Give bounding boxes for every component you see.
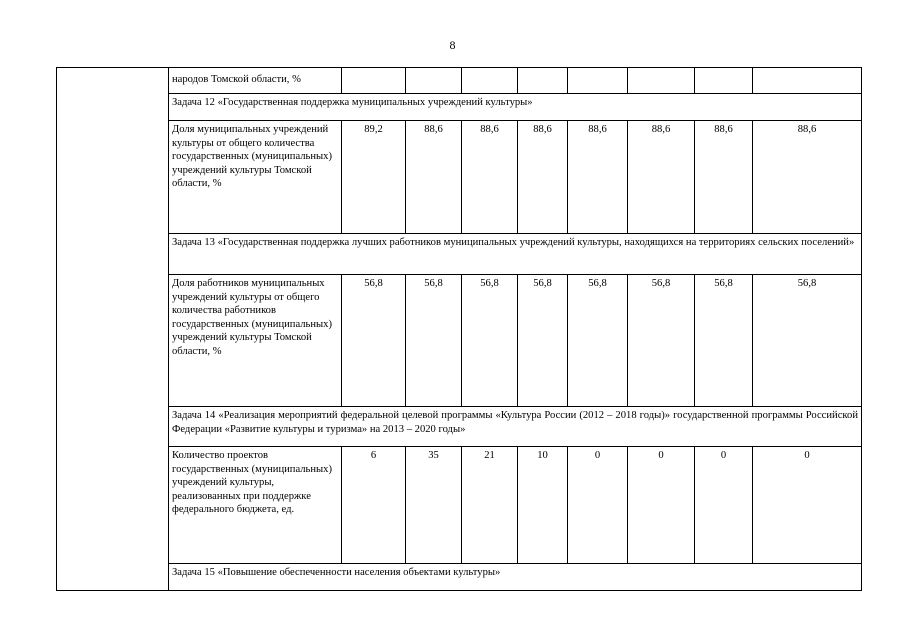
value-cell: 0	[568, 447, 628, 564]
value-cell: 88,6	[753, 121, 862, 234]
value-cell	[462, 68, 518, 94]
value-cell: 21	[462, 447, 518, 564]
value-cell	[753, 68, 862, 94]
value-cell	[406, 68, 462, 94]
task-row	[57, 94, 862, 121]
indicator-label: народов Томской области, %	[169, 68, 342, 94]
task-text: Задача 12 «Государственная поддержка муниципальных учреждений культуры»	[169, 94, 862, 121]
value-cell: 0	[753, 447, 862, 564]
indicator-label: Доля муниципальных учреждений культуры от общего количества государственных (муниципальных) учреждений культуры Томской области, %	[169, 121, 342, 234]
value-cell: 89,2	[342, 121, 406, 234]
value-cell: 88,6	[568, 121, 628, 234]
value-cell	[568, 68, 628, 94]
value-cell: 56,8	[406, 275, 462, 407]
left-blank-column	[57, 68, 169, 591]
value-cell	[342, 68, 406, 94]
value-cell: 88,6	[406, 121, 462, 234]
value-cell: 56,8	[518, 275, 568, 407]
value-cell: 35	[406, 447, 462, 564]
task-row	[57, 564, 862, 591]
table-row	[57, 275, 862, 407]
value-cell: 88,6	[462, 121, 518, 234]
value-cell: 56,8	[342, 275, 406, 407]
task-text: Задача 15 «Повышение обеспеченности населения объектами культуры»	[169, 564, 862, 591]
table-row	[57, 68, 862, 94]
value-cell: 56,8	[568, 275, 628, 407]
value-cell: 88,6	[518, 121, 568, 234]
task-row	[57, 234, 862, 275]
value-cell: 10	[518, 447, 568, 564]
task-text: Задача 13 «Государственная поддержка лучших работников муниципальных учреждений культуры, находящихся на территориях сельских поселений»	[169, 234, 862, 275]
table-row	[57, 447, 862, 564]
page-number: 8	[449, 38, 456, 52]
value-cell: 88,6	[695, 121, 753, 234]
indicator-label: Доля работников муниципальных учреждений культуры от общего количества работников государственных (муниципальных) учреждений культуры Томской области, %	[169, 275, 342, 407]
value-cell: 88,6	[628, 121, 695, 234]
value-cell: 56,8	[695, 275, 753, 407]
value-cell: 56,8	[462, 275, 518, 407]
task-text: Задача 14 «Реализация мероприятий федеральной целевой программы «Культура России (2012 – 2018 годы)» государственной программы Российской Федерации «Развитие культуры и туризма» на 2013 – 2020 годы»	[169, 407, 862, 447]
value-cell	[695, 68, 753, 94]
value-cell: 0	[695, 447, 753, 564]
task-row	[57, 407, 862, 447]
table-row	[57, 121, 862, 234]
value-cell	[628, 68, 695, 94]
value-cell: 6	[342, 447, 406, 564]
value-cell	[518, 68, 568, 94]
indicators-table	[56, 67, 862, 591]
value-cell: 56,8	[753, 275, 862, 407]
value-cell: 56,8	[628, 275, 695, 407]
indicator-label: Количество проектов государственных (муниципальных) учреждений культуры, реализованных при поддержке федерального бюджета, ед.	[169, 447, 342, 564]
value-cell: 0	[628, 447, 695, 564]
